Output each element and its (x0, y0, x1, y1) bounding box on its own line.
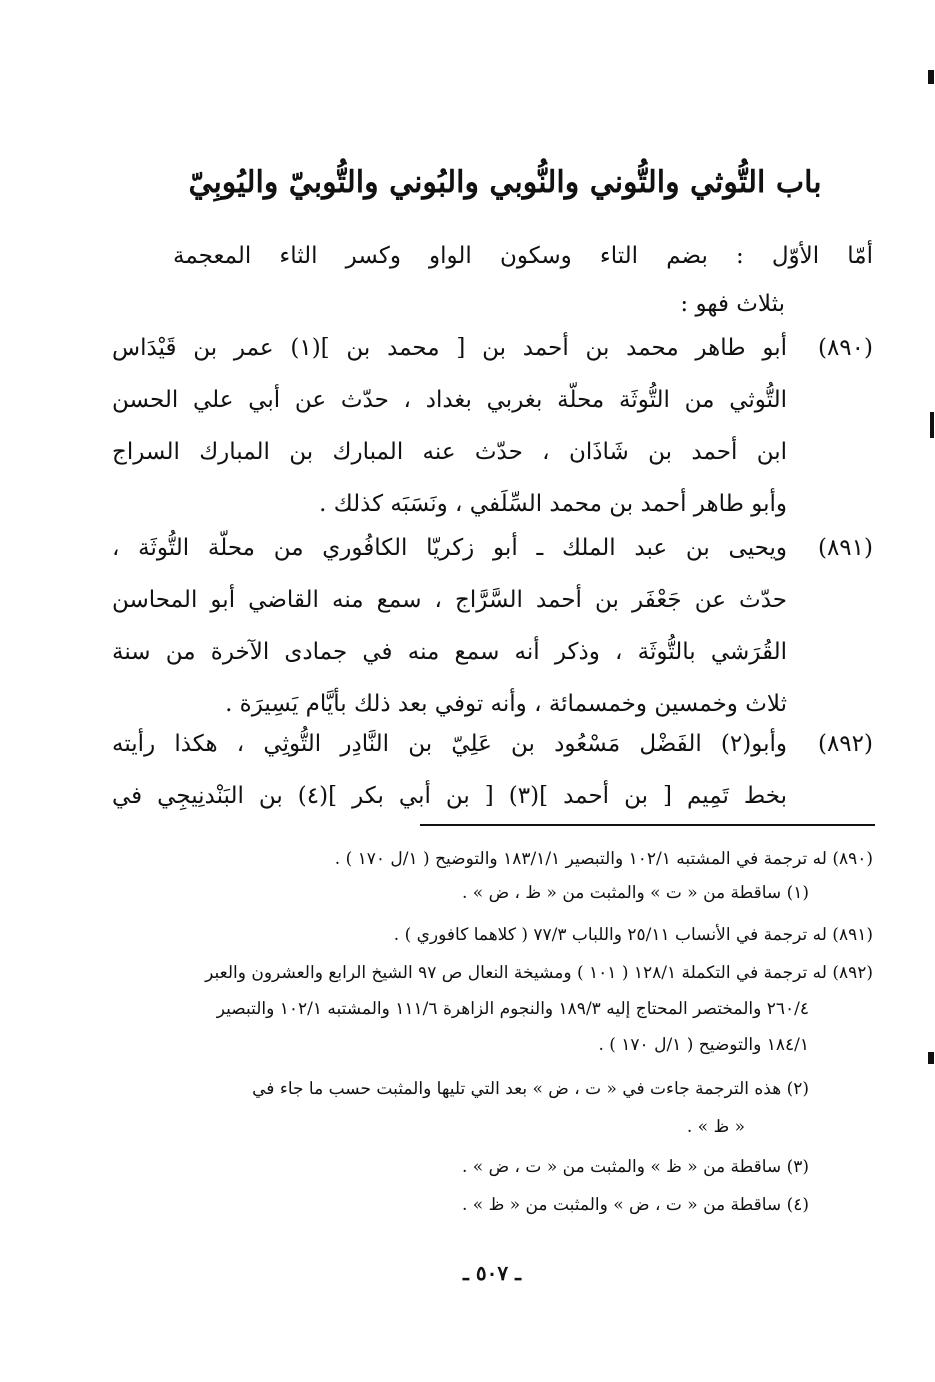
entry-890-line-2: التُّوثي من التُّوثَة محلّة بغربي بغداد ، حدّث عن أبي علي الحسن (112, 387, 787, 413)
entry-890-line-3: ابن أحمد بن شَاذَان ، حدّث عنه المبارك بن المبارك السراج (112, 439, 787, 465)
footnote-1: (١) ساقطة من « ت » والمثبت من « ظ ، ض » . (461, 883, 809, 903)
footnote-4: (٤) ساقطة من « ت ، ض » والمثبت من « ظ » . (461, 1195, 809, 1215)
intro-line-1: أمّا الأوّل : بضم التاء وسكون الواو وكسر الثاء المعجمة (173, 243, 873, 269)
entry-892-line-1: وأبو(٢) الفَضْل مَسْعُود بن عَلِيّ بن النَّادِر التُّوثِي ، هكذا رأيته (112, 731, 787, 757)
entry-891-line-4: ثلاث وخمسين وخمسمائة ، وأنه توفي بعد ذلك بأيَّام يَسِيرَة . (225, 691, 787, 717)
footnote-892-line-1: (٨٩٢) له ترجمة في التكملة ١٢٨/١ ( ١٠١ ) ومشيخة النعال ص ٩٧ الشيخ الرابع والعشرون والعبر (205, 963, 873, 983)
scan-mark-top (928, 70, 934, 84)
footnote-3: (٣) ساقطة من « ظ » والمثبت من « ت ، ض » . (461, 1157, 809, 1177)
footnote-2-line-1: (٢) هذه الترجمة جاءت في « ت ، ض » بعد التي تليها والمثبت حسب ما جاء في (252, 1079, 809, 1099)
footnote-892-line-3: ١٨٤/١ والتوضيح ( ١/ل ١٧٠ ) . (598, 1035, 809, 1055)
footnote-890: (٨٩٠) له ترجمة في المشتبه ١٠٢/١ والتبصير ١٨٣/١/١ والتوضيح ( ١/ل ١٧٠ ) . (334, 849, 873, 869)
intro-line-2: بثلاث فهو : (680, 291, 785, 317)
footnote-separator (420, 824, 875, 826)
entry-892-line-2: بخط تَمِيم [ بن أحمد ](٣) [ بن أبي بكر ](٤) بن البَنْدنِيجِي في (112, 783, 787, 809)
chapter-title: باب التُّوثي والتُّوني والنُّوبي والبُوني والتُّوبيّ واليُوبِيّ (188, 165, 822, 200)
scan-mark-middle (930, 412, 934, 438)
entry-891-line-2: حدّث عن جَعْفَر بن أحمد السَّرَّاج ، سمع منه القاضي أبو المحاسن (112, 587, 787, 613)
footnote-2-line-2: « ظ » . (686, 1117, 745, 1137)
entry-number-891: (٨٩١) (817, 535, 873, 561)
page-number: ـ ٥٠٧ ـ (463, 1261, 521, 1285)
entry-891-line-1: ويحيى بن عبد الملك ـ أبو زكريّا الكافُوري من محلّة التُّوثَة ، (112, 535, 787, 561)
footnote-892-line-2: ٢٦٠/٤ والمختصر المحتاج إليه ١٨٩/٣ والنجوم الزاهرة ١١١/٦ والمشتبه ١٠٢/١ والتبصير (216, 999, 809, 1019)
entry-number-890: (٨٩٠) (817, 335, 873, 361)
entry-891-line-3: القُرَشي بالتُّوثَة ، وذكر أنه سمع منه في جمادى الآخرة من سنة (112, 639, 787, 665)
footnote-891: (٨٩١) له ترجمة في الأنساب ٢٥/١١ واللباب ٧٧/٣ ( كلاهما كافوري ) . (393, 925, 873, 945)
entry-number-892: (٨٩٢) (817, 731, 873, 757)
scan-mark-bottom (928, 1052, 934, 1064)
entry-890-line-4: وأبو طاهر أحمد بن محمد السِّلَفي ، ونَسَبَه كذلك . (319, 491, 787, 517)
entry-890-line-1: أبو طاهر محمد بن أحمد بن [ محمد بن ](١) عمر بن قَيْدَاس (112, 335, 787, 361)
